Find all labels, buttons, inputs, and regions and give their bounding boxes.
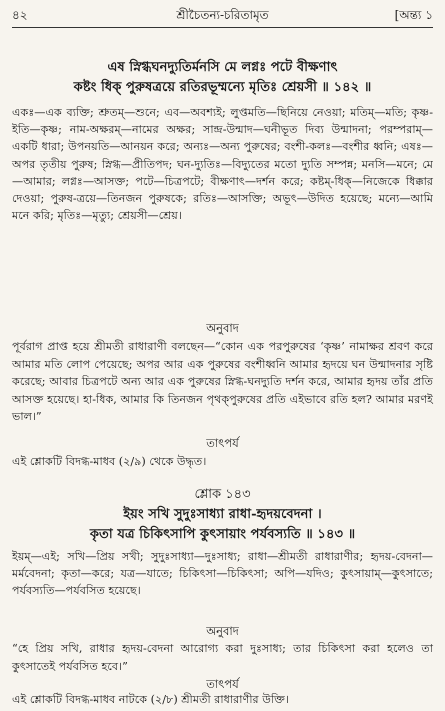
verse-143-translation: “হে প্রিয় সখি, রাধার হৃদয়-বেদনা আরোগ্য করা দুঃসাধ্য; তার চিকিৎসা করা হলেও তা কুৎসাতেই পর্যবসিত হবে।” [12,642,433,673]
verse-142-purport: এই শ্লোকটি বিদগ্ধ-মাধব (২/৯) থেকে উদ্ধৃত। [12,455,207,468]
purport-heading: তাৎপর্য [206,436,239,450]
verse-line: কষ্টং ধিক্ পুরুষত্রয়ে রতিরভূম্মন্যে মৃতিঃ শ্রেয়সী ॥ ১৪২ ॥ [73,80,372,95]
purport-heading: তাৎপর্য [206,677,239,691]
header-rule [12,27,433,28]
verse-142-translation: পূর্বরাগ প্রাপ্ত হয়ে শ্রীমতী রাধারাণী বলছেন—“কোন এক পরপুরুষের ‘কৃষ্ণ’ নামাক্ষর শ্রবণ করে আমার মতি লোপ পেয়েছে; অপর আর এক পুরুষের বংশীধ্বনি আমার হৃদয়ে ঘন উন্মাদনার সৃষ্টি করেছে; আবার চিত্রপটে অন্য আর এক পুরুষের স্নিগ্ধ-ঘনদ্যুতি দর্শন করে, আমার হৃদয় তাঁর প্রতি আসক্ত হয়েছে। হা-ধিক, আমার কি তিনজন পৃথক্পুরুষের প্রতি এইভাবে রতি হল? আমার মরণই ভাল।” [12,340,433,424]
verse-143-word-meanings: ইয়ম্—এই; সখি—প্রিয় সখী; সুদুঃসাধ্যা—দুঃসাধ্য; রাধা—শ্রীমতী রাধারাণীর; হৃদয়-বেদনা—মর্মবেদনা; কৃতা—করে; যত্র—যাতে; চিকিৎসা—চিকিৎসা; অপি—যদিও; কুৎসায়াম্—কুৎসাতে; পর্যবস্যতি—পর্যবসিত হয়েছে। [12,550,433,598]
verse-143-label: শ্লোক ১৪৩ [194,487,251,502]
verse-142-word-meanings: একঃ—এক ব্যক্তি; শ্রুতম্—শুনে; এব—অবশ্যই; লুপ্তমতি—ছিনিয়ে নেওয়া; মতিম্—মতি; কৃষ্ণ-ইতি—কৃষ্ণ; নাম-অক্ষরম্—নামের অক্ষর; সান্দ্র-উন্মাদ—ঘনীভূত দিব্য উন্মাদনা; পরম্পরাম্—একটি ধারা; উপনয়তি—আনয়ন করে; অন্যঃ—অন্য পুরুষের; বংশী-কলঃ—বংশীর ধ্বনি; এষঃ—অপর তৃতীয় পুরুষ; স্নিগ্ধ—প্রীতিপদ; ঘন-দ্যুতিঃ—বিদ্যুতের মতো দ্যুতি সম্পন্ন; মনসি—মনে; মে—আমার; লগ্নঃ—আসক্ত; পটে—চিত্রপটে; বীক্ষণাৎ—দর্শন করে; কষ্টম্-ধিক্—নিজেকে ধিক্কার দেওয়া; পুরুষ-ত্রয়ে—তিনজন পুরুষকে; রতিঃ—আসক্তি; অভূৎ—উদিত হয়েছে; মন্যে—আমি মনে করি; মৃতিঃ—মৃত্যু; শ্রেয়সী—শ্রেয়। [12,106,433,223]
page-number: ৪২ [12,8,28,22]
verse-143-text [12,505,433,545]
translation-heading: অনুবাদ [206,624,239,638]
verse-142-text [12,58,433,98]
translation-heading: অনুবাদ [206,321,239,335]
verse-143-purport: এই শ্লোকটি বিদগ্ধ-মাধব নাটকে (২/৮) শ্রীমতী রাধারাণীর উক্তি। [12,693,290,706]
verse-line: কৃতা যত্র চিকিৎসাপি কুৎসায়াং পর্যবস্যতি ॥ ১৪৩ ॥ [89,527,356,542]
verse-line: এষ স্নিগ্ধঘনদ্যুতির্মনসি মে লগ্নঃ পটে বীক্ষণাৎ [107,60,338,75]
book-title: শ্রীচৈতন্য-চরিতামৃত [176,8,269,22]
page-header [12,4,433,26]
section-ref: [অন্ত্য ১ [394,8,433,22]
verse-line: ইয়ং সখি সুদুঃসাধ্যা রাধা-হৃদয়বেদনা । [123,507,322,522]
